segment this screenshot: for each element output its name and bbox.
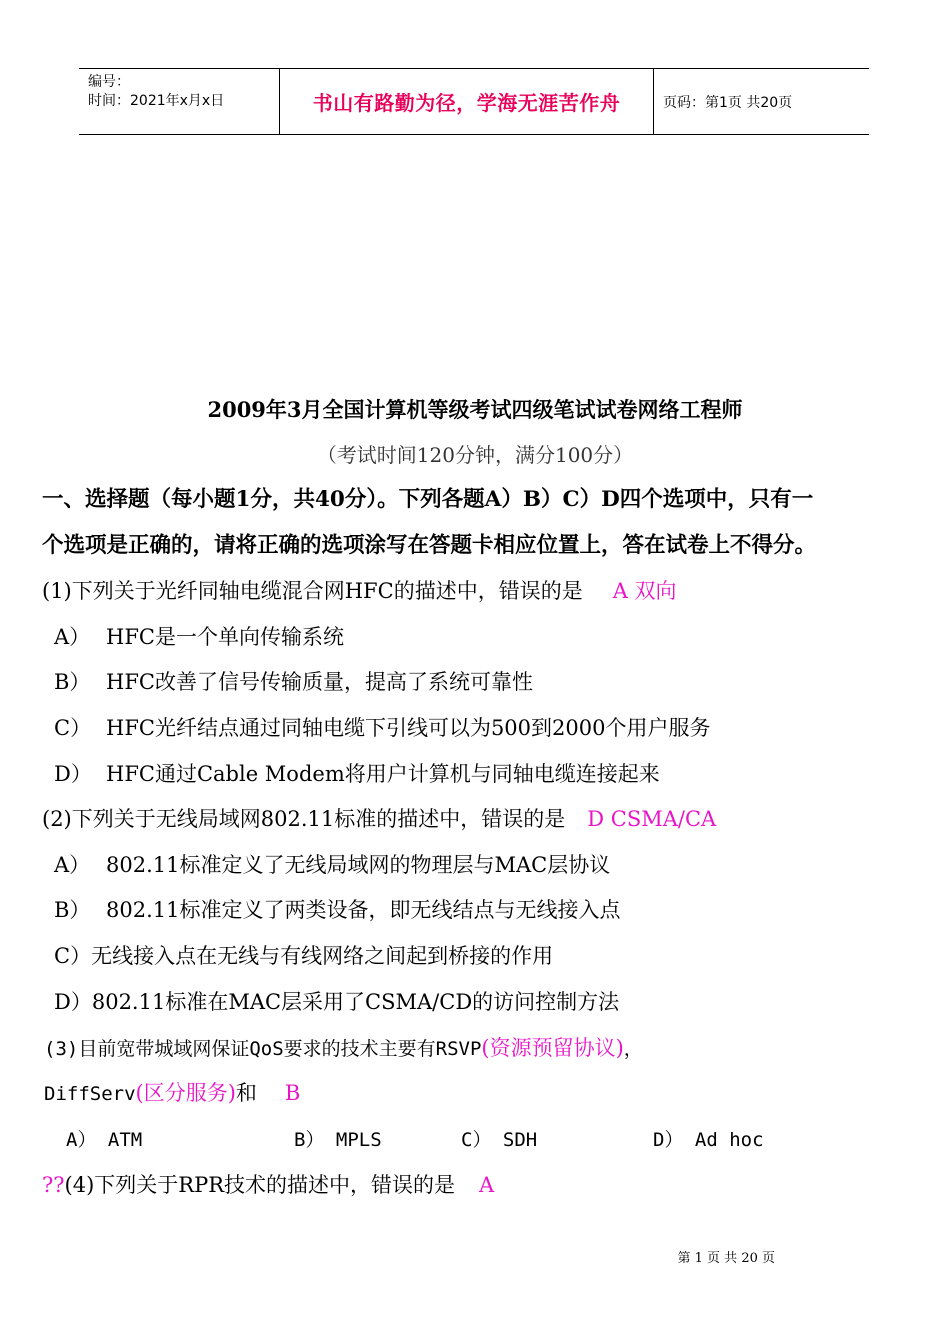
question-1-answer: A 双向 <box>612 579 677 603</box>
document-header <box>79 68 869 135</box>
question-3-text-b: ， <box>623 1038 643 1060</box>
question-2-option-d <box>54 988 619 1016</box>
question-1-option-a <box>54 623 344 651</box>
question-2-text: (2)下列关于无线局域网802.11标准的描述中，错误的是 <box>42 807 566 831</box>
section-heading-line1: 一、选择题（每小题1分，共40分）。下列各题A）B）C）D四个选项中，只有一 <box>42 487 814 512</box>
question-3-text-d: 和 <box>235 1081 257 1105</box>
option-label: C） <box>54 944 92 968</box>
option-label: D） <box>54 762 92 786</box>
exam-title: 2009年3月全国计算机等级考试四级笔试试卷网络工程师 <box>207 397 743 422</box>
question-3-options <box>0 1126 950 1154</box>
header-meta <box>79 69 280 134</box>
page-footer <box>0 1247 950 1266</box>
section-heading-line2: 个选项是正确的，请将正确的选项涂写在答题卡相应位置上，答在试卷上不得分。 <box>42 533 817 558</box>
question-3-text-c: DiffServ <box>44 1083 136 1105</box>
option-label: B） <box>54 898 91 922</box>
question-3-option-b: B） MPLS <box>294 1129 382 1151</box>
header-motto-cell <box>280 69 654 134</box>
question-3-line1 <box>44 1034 643 1063</box>
option-text: HFC改善了信号传输质量，提高了系统可靠性 <box>106 670 533 694</box>
option-text: 802.11标准定义了无线局域网的物理层与MAC层协议 <box>106 853 611 877</box>
question-1-option-c <box>54 714 710 742</box>
time-label: 时间：2021年x月x日 <box>88 93 225 109</box>
header-page-cell <box>654 69 869 134</box>
question-3-option-d: D） Ad hoc <box>653 1129 764 1151</box>
exam-subtitle: （考试时间120分钟，满分100分） <box>316 443 634 467</box>
option-text: HFC光纤结点通过同轴电缆下引线可以为500到2000个用户服务 <box>106 716 711 740</box>
option-text: HFC通过Cable Modem将用户计算机与同轴电缆连接起来 <box>106 762 660 786</box>
question-2 <box>42 805 716 833</box>
footer-page-number: 第 1 页 共 20 页 <box>677 1251 775 1266</box>
page-info: 页码：第1页 共20页 <box>663 94 793 111</box>
option-label: A） <box>54 625 91 649</box>
question-3-text-a: (3)目前宽带城域网保证QoS要求的技术主要有RSVP <box>44 1038 482 1060</box>
question-2-option-c <box>54 942 553 970</box>
question-1 <box>42 577 677 605</box>
option-label: A） <box>54 853 91 877</box>
question-4-text: (4)下列关于RPR技术的描述中，错误的是 <box>64 1173 456 1197</box>
question-4 <box>42 1171 494 1199</box>
question-2-option-b <box>54 896 620 924</box>
option-label: D） <box>54 990 92 1014</box>
question-3-option-c: C） SDH <box>461 1129 538 1151</box>
option-text: HFC是一个单向传输系统 <box>106 625 344 649</box>
option-text: 802.11标准在MAC层采用了CSMA/CD的访问控制方法 <box>91 990 620 1014</box>
question-2-option-a <box>54 851 610 879</box>
serial-label: 编号： <box>88 74 130 90</box>
question-3-answer: B <box>284 1081 301 1105</box>
question-3-note-a: (资源预留协议) <box>481 1036 624 1060</box>
option-label: B） <box>54 670 91 694</box>
question-3-line2 <box>44 1079 300 1108</box>
question-2-answer: D CSMA/CA <box>587 807 717 831</box>
question-3-option-a: A） ATM <box>66 1129 143 1151</box>
question-3-note-c: (区分服务) <box>135 1081 236 1105</box>
option-text: 802.11标准定义了两类设备，即无线结点与无线接入点 <box>106 898 621 922</box>
option-text: 无线接入点在无线与有线网络之间起到桥接的作用 <box>91 944 554 968</box>
question-1-option-d <box>54 760 660 788</box>
question-1-option-b <box>54 668 533 696</box>
question-1-text: (1)下列关于光纤同轴电缆混合网HFC的描述中，错误的是 <box>42 579 583 603</box>
option-label: C） <box>54 716 92 740</box>
question-4-prefix: ?? <box>42 1173 65 1197</box>
question-4-answer: A <box>479 1173 495 1197</box>
motto-text: 书山有路勤为径，学海无涯苦作舟 <box>312 91 621 115</box>
